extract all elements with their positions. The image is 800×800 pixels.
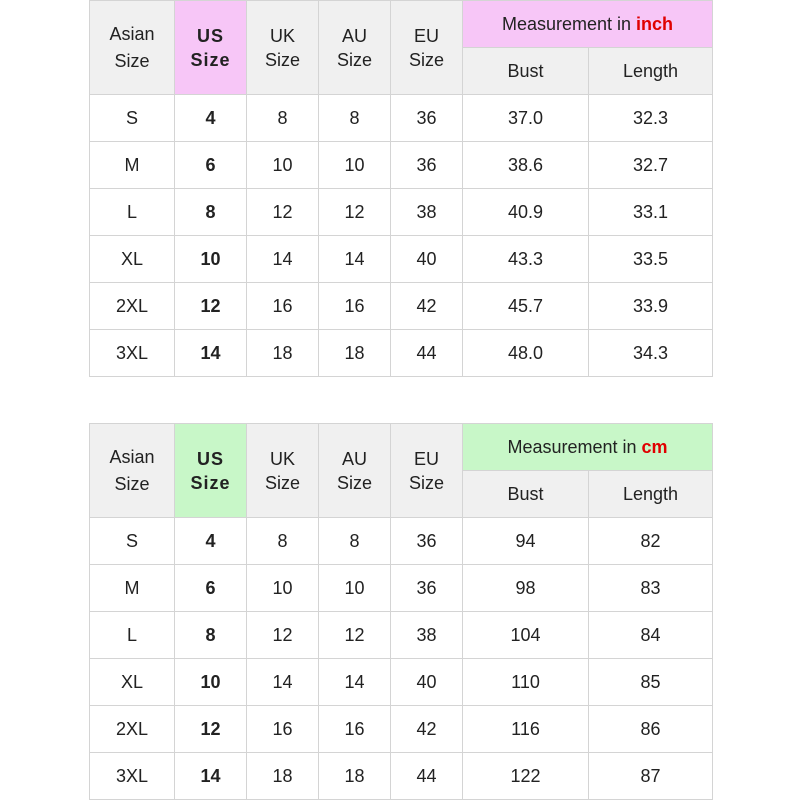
- asian-size-cell: XL: [90, 659, 175, 706]
- uk-size-header: [247, 424, 319, 518]
- eu-size-header: [391, 1, 463, 95]
- length-cell: 33.1: [589, 189, 713, 236]
- au-size-cell: 12: [319, 189, 391, 236]
- us-size-cell: 14: [175, 330, 247, 377]
- uk-size-cell: 8: [247, 95, 319, 142]
- uk-size-header: [247, 1, 319, 95]
- uk-size-cell: 10: [247, 565, 319, 612]
- eu-size-cell: 36: [391, 518, 463, 565]
- asian-size-cell: XL: [90, 236, 175, 283]
- us-size-cell: 10: [175, 659, 247, 706]
- header-text: US: [196, 448, 224, 469]
- us-size-header: [175, 1, 247, 95]
- eu-size-cell: 40: [391, 659, 463, 706]
- bust-cell: 37.0: [463, 95, 589, 142]
- uk-size-cell: 14: [247, 236, 319, 283]
- header-text: Asian: [109, 446, 155, 467]
- asian-size-cell: L: [90, 189, 175, 236]
- header-text: Size: [190, 49, 231, 70]
- uk-size-cell: 14: [247, 659, 319, 706]
- length-cell: 87: [589, 753, 713, 800]
- bust-cell: 110: [463, 659, 589, 706]
- eu-size-cell: 38: [391, 189, 463, 236]
- bust-cell: 94: [463, 518, 589, 565]
- header-text: Size: [336, 49, 372, 70]
- eu-size-cell: 38: [391, 612, 463, 659]
- au-size-cell: 18: [319, 330, 391, 377]
- bust-header: Bust: [463, 471, 589, 518]
- table-row: [90, 330, 713, 377]
- uk-size-cell: 16: [247, 706, 319, 753]
- length-cell: 85: [589, 659, 713, 706]
- header-text: Size: [114, 473, 150, 494]
- us-size-cell: 8: [175, 189, 247, 236]
- header-text: Size: [190, 472, 231, 493]
- au-size-cell: 16: [319, 706, 391, 753]
- uk-size-cell: 18: [247, 753, 319, 800]
- asian-size-cell: 3XL: [90, 753, 175, 800]
- measurement-header: [463, 1, 713, 48]
- table-row: [90, 189, 713, 236]
- us-size-cell: 4: [175, 95, 247, 142]
- header-text: AU: [341, 448, 367, 469]
- bust-cell: 98: [463, 565, 589, 612]
- asian-size-header: [90, 1, 175, 95]
- bust-cell: 38.6: [463, 142, 589, 189]
- au-size-cell: 8: [319, 518, 391, 565]
- header-text: EU: [413, 25, 439, 46]
- measurement-unit: inch: [636, 13, 674, 34]
- us-size-cell: 14: [175, 753, 247, 800]
- au-size-cell: 14: [319, 236, 391, 283]
- table-row: [90, 283, 713, 330]
- measurement-prefix: Measurement in: [501, 13, 637, 34]
- length-cell: 33.9: [589, 283, 713, 330]
- au-size-cell: 10: [319, 142, 391, 189]
- header-text: AU: [341, 25, 367, 46]
- table-row: [90, 236, 713, 283]
- asian-size-cell: M: [90, 142, 175, 189]
- bust-header: Bust: [463, 48, 589, 95]
- asian-size-header: [90, 424, 175, 518]
- us-size-cell: 12: [175, 706, 247, 753]
- table-row: [90, 612, 713, 659]
- measurement-header: [463, 424, 713, 471]
- au-size-header: [319, 1, 391, 95]
- header-text: US: [196, 25, 224, 46]
- header-text: Size: [336, 472, 372, 493]
- eu-size-cell: 42: [391, 283, 463, 330]
- uk-size-cell: 18: [247, 330, 319, 377]
- length-header: Length: [589, 48, 713, 95]
- au-size-cell: 14: [319, 659, 391, 706]
- au-size-cell: 18: [319, 753, 391, 800]
- header-text: UK: [269, 448, 295, 469]
- eu-size-header: [391, 424, 463, 518]
- table-row: [90, 753, 713, 800]
- uk-size-cell: 16: [247, 283, 319, 330]
- au-size-cell: 12: [319, 612, 391, 659]
- eu-size-cell: 44: [391, 330, 463, 377]
- asian-size-cell: M: [90, 565, 175, 612]
- table-row: [90, 518, 713, 565]
- uk-size-cell: 10: [247, 142, 319, 189]
- table-row: [90, 95, 713, 142]
- bust-cell: 45.7: [463, 283, 589, 330]
- eu-size-cell: 36: [391, 142, 463, 189]
- length-cell: 32.7: [589, 142, 713, 189]
- size-table-cm: [89, 423, 713, 800]
- au-size-cell: 10: [319, 565, 391, 612]
- eu-size-cell: 42: [391, 706, 463, 753]
- uk-size-cell: 12: [247, 189, 319, 236]
- header-text: Size: [114, 50, 150, 71]
- measurement-unit: cm: [641, 436, 668, 457]
- eu-size-cell: 40: [391, 236, 463, 283]
- header-text: EU: [413, 448, 439, 469]
- asian-size-cell: 3XL: [90, 330, 175, 377]
- au-size-header: [319, 424, 391, 518]
- size-table-inch: [89, 0, 713, 377]
- eu-size-cell: 36: [391, 95, 463, 142]
- table-row: [90, 565, 713, 612]
- bust-cell: 40.9: [463, 189, 589, 236]
- us-size-cell: 12: [175, 283, 247, 330]
- eu-size-cell: 36: [391, 565, 463, 612]
- bust-cell: 116: [463, 706, 589, 753]
- bust-cell: 43.3: [463, 236, 589, 283]
- asian-size-cell: 2XL: [90, 283, 175, 330]
- table-row: [90, 659, 713, 706]
- au-size-cell: 16: [319, 283, 391, 330]
- asian-size-cell: 2XL: [90, 706, 175, 753]
- asian-size-cell: S: [90, 518, 175, 565]
- us-size-cell: 6: [175, 142, 247, 189]
- table-row: [90, 706, 713, 753]
- us-size-cell: 4: [175, 518, 247, 565]
- header-text: Asian: [109, 23, 155, 44]
- length-cell: 86: [589, 706, 713, 753]
- bust-cell: 122: [463, 753, 589, 800]
- uk-size-cell: 8: [247, 518, 319, 565]
- length-cell: 32.3: [589, 95, 713, 142]
- uk-size-cell: 12: [247, 612, 319, 659]
- length-cell: 34.3: [589, 330, 713, 377]
- asian-size-cell: S: [90, 95, 175, 142]
- header-text: Size: [264, 472, 300, 493]
- measurement-prefix: Measurement in: [507, 436, 642, 457]
- asian-size-cell: L: [90, 612, 175, 659]
- eu-size-cell: 44: [391, 753, 463, 800]
- length-cell: 83: [589, 565, 713, 612]
- header-text: Size: [264, 49, 300, 70]
- bust-cell: 48.0: [463, 330, 589, 377]
- us-size-cell: 10: [175, 236, 247, 283]
- length-cell: 82: [589, 518, 713, 565]
- us-size-cell: 8: [175, 612, 247, 659]
- header-text: Size: [408, 472, 444, 493]
- bust-cell: 104: [463, 612, 589, 659]
- table-row: [90, 142, 713, 189]
- au-size-cell: 8: [319, 95, 391, 142]
- length-cell: 33.5: [589, 236, 713, 283]
- us-size-header: [175, 424, 247, 518]
- length-header: Length: [589, 471, 713, 518]
- header-text: Size: [408, 49, 444, 70]
- us-size-cell: 6: [175, 565, 247, 612]
- header-text: UK: [269, 25, 295, 46]
- length-cell: 84: [589, 612, 713, 659]
